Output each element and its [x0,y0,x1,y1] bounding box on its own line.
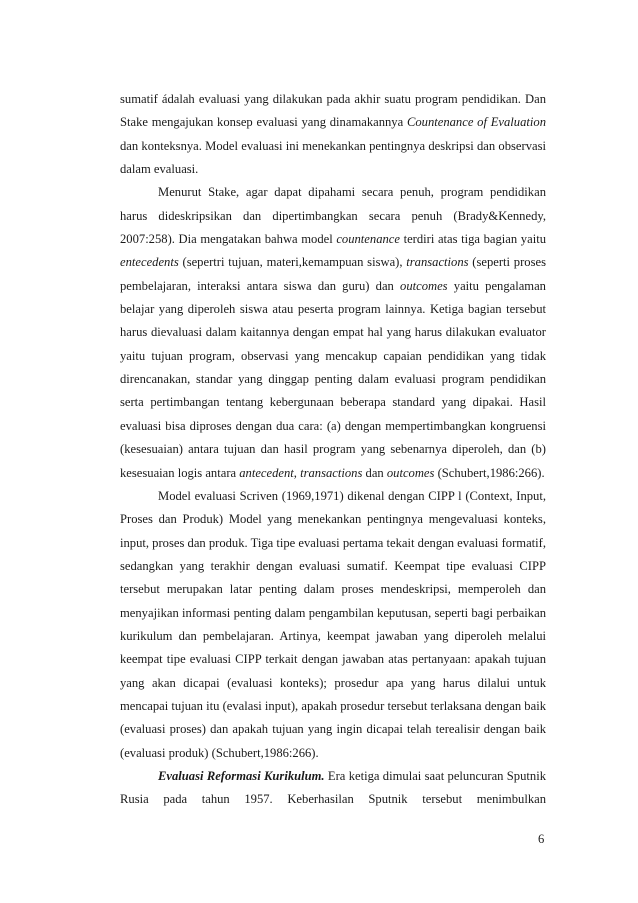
text-run: (sepertri tujuan, materi,kemampuan siswa), [178,255,407,270]
italic-term: antecedent [239,465,294,480]
text-run: sumatif ádalah evaluasi yang dilakukan pada akhir suatu program pendidikan. Dan Stake mengajukan konsep evaluasi yang dinamakannya [120,92,546,130]
text-run: , [293,465,301,480]
text-run: dan [362,465,387,480]
section-heading: Evaluasi Reformasi Kurikulum. [158,768,325,783]
italic-term: transactions [300,465,363,480]
text-run: dan konteksnya. Model evaluasi ini menekankan pentingnya deskripsi dan observasi dalam evaluasi. [120,138,546,177]
italic-term: outcomes [386,465,435,480]
paragraph-cipp-model [120,485,546,765]
italic-term: Countenance of Evaluation [406,115,546,130]
italic-term: transactions [406,255,469,270]
text-run: (seperti proses pembelajaran, interaksi antara siswa dan guru) dan [120,255,546,293]
text-run: Menurut Stake, agar dapat dipahami secara penuh, program pendidikan harus dideskripsikan dan dipertimbangkan secara penuh (Brady&Kennedy, 2007:258). Dia mengatakan bahwa model [120,185,546,247]
text-run: Model evaluasi Scriven (1969,1971) dikenal dengan CIPP l (Context, Input, Proses dan Produk) Model yang menekankan pentingnya mengevaluasi konteks, input, proses dan produk. Tiga tipe evaluasi pertama tekait dengan evaluasi formatif, sedangkan yang terakhir dengan evaluasi sumatif. Keempat tipe evaluasi CIPP tersebut merupakan latar penting dalam proses mendeskripsi, memperoleh dan menyajikan informasi penting dalam pengambilan keputusan, seperti bagi perbaikan kurikulum dan pembelajaran. Artinya, keempat jawaban yang diperoleh melalui keempat tipe evaluasi CIPP terkait dengan jawaban atas pertanyaan: apakah tujuan yang akan dicapai (evaluasi konteks); prosedur apa yang harus dilalui untuk mencapai tujuan itu (evalasi input), apakah prosedur tersebut terlaksana dengan baik (evaluasi proses) dan apakah tujuan yang ingin dicapai telah terealisir dengan baik (evaluasi produk) (Schubert,1986:266). [120,488,546,760]
italic-term: outcomes [400,278,448,293]
paragraph-stake-countenance [120,181,546,484]
page-number: 6 [538,832,545,846]
text-run: (Schubert,1986:266). [434,465,545,480]
paragraph-curriculum-reform [120,765,546,812]
text-run: terdiri atas tiga bagian yaitu [399,232,546,247]
text-run: yaitu pengalaman belajar yang diperoleh siswa atau peserta program lainnya. Ketiga bagian tersebut harus dievaluasi dalam kaitannya dengan empat hal yang harus dilakukan evaluator yaitu tujuan program, observasi yang mencakup capaian pendidikan yang tidak direncanakan, standar yang dinggap penting dalam evaluasi program pendidikan serta pertimbangan tentang kebergunaan beberapa standard yang dipakai. Hasil evaluasi bisa diproses dengan dua cara: (a) dengan mempertimbangkan kongruensi (kesesuaian) antara tujuan dan hasil program yang sebenarnya diperoleh, dan (b) kesesuaian logis antara [120,278,546,480]
text-run: Era ketiga dimulai saat peluncuran Sputnik Rusia pada tahun 1957. Keberhasilan Sputnik tersebut menimbulkan [120,768,546,807]
paragraph-stake-intro [120,88,546,181]
body-text [120,88,546,812]
italic-term: entecedents [120,255,179,270]
italic-term: countenance [336,232,400,247]
